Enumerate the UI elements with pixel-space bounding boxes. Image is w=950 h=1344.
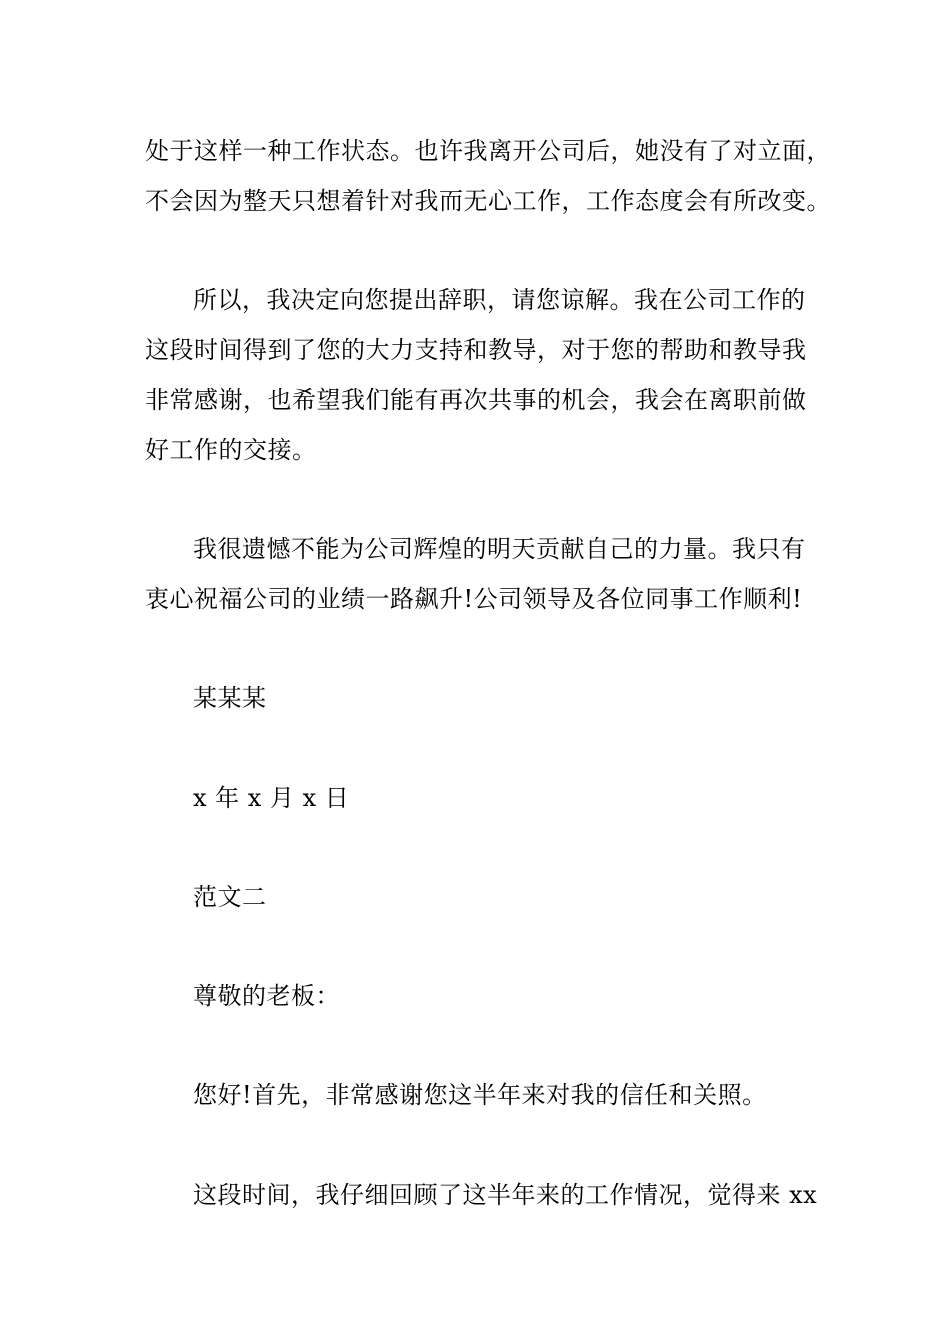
paragraph-line: 处于这样一种工作状态。也许我离开公司后，她没有了对立面， xyxy=(145,137,831,165)
paragraph-line: 我很遗憾不能为公司辉煌的明天贡献自己的力量。我只有 xyxy=(193,535,806,563)
paragraph-line: 您好!首先，非常感谢您这半年来对我的信任和关照。 xyxy=(193,1081,767,1109)
paragraph-line: 不会因为整天只想着针对我而无心工作，工作态度会有所改变。 xyxy=(145,187,831,215)
paragraph-line: 非常感谢，也希望我们能有再次共事的机会，我会在离职前做 xyxy=(145,386,807,414)
paragraph-line: 衷心祝福公司的业绩一路飙升!公司领导及各位同事工作顺利! xyxy=(145,585,803,613)
paragraph-line: 这段时间得到了您的大力支持和教导，对于您的帮助和教导我 xyxy=(145,336,807,364)
paragraph-line: 这段时间，我仔细回顾了这半年来的工作情况，觉得来 xx xyxy=(193,1181,818,1209)
signature-date: x 年 x 月 x 日 xyxy=(193,784,350,812)
salutation: 尊敬的老板： xyxy=(193,982,340,1010)
section-title: 范文二 xyxy=(193,883,267,911)
paragraph-line: 所以，我决定向您提出辞职，请您谅解。我在公司工作的 xyxy=(193,286,806,314)
signature-name: 某某某 xyxy=(193,684,267,712)
paragraph-line: 好工作的交接。 xyxy=(145,436,317,464)
